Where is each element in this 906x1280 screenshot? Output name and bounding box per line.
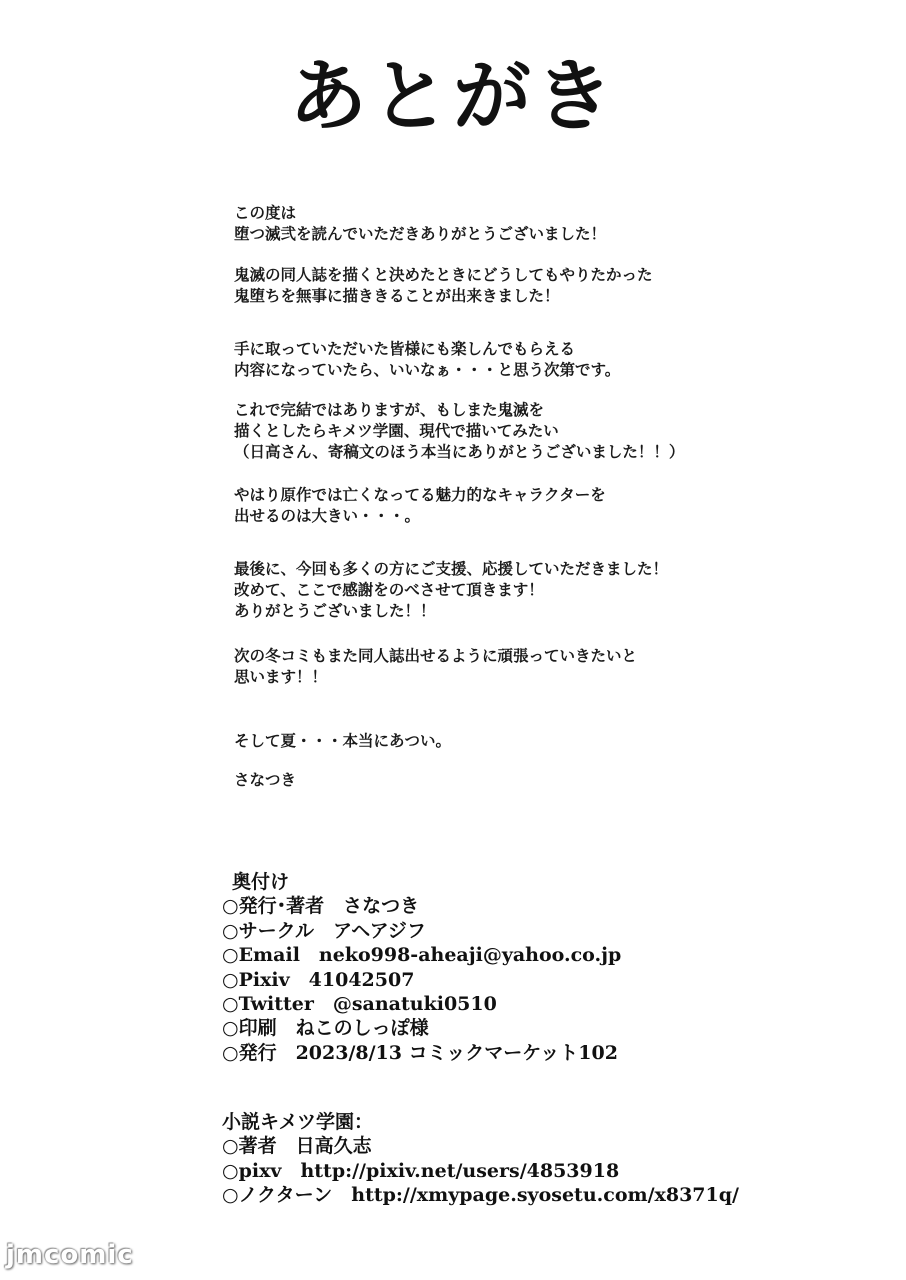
text-line: 堕つ滅弐を読んでいただきありがとうございました！ xyxy=(234,225,607,243)
text-line: 内容になっていたら、いいなぁ・・・と思う次第です。 xyxy=(234,361,621,379)
novel-line: ○著者 日高久志 xyxy=(222,1135,372,1158)
colophon-line: ○Pixiv 41042507 xyxy=(222,968,415,991)
text-line: これで完結ではありますが、もしまた鬼滅を xyxy=(234,401,545,419)
colophon-heading: 奥付け xyxy=(232,871,290,893)
colophon xyxy=(222,870,822,1065)
paragraph-6 xyxy=(234,559,668,622)
text-line: やはり原作では亡くなってる魅力的なキャラクターを xyxy=(234,486,606,504)
paragraph-3 xyxy=(234,339,620,381)
text-line: （日高さん、寄稿文のほう本当にありがとうございました！！） xyxy=(234,443,685,461)
paragraph-7 xyxy=(234,646,637,688)
colophon-line: ○発行･著者 さなつき xyxy=(222,895,420,918)
text-line: 次の冬コミもまた同人誌出せるように頑張っていきたいと xyxy=(234,647,638,665)
signature xyxy=(234,770,296,791)
novel-credits xyxy=(222,1110,842,1208)
page-title: あとがき xyxy=(288,52,617,142)
paragraph-4 xyxy=(234,400,684,463)
text-line: 手に取っていただいた皆様にも楽しんでもらえる xyxy=(234,340,576,358)
text-line: 思います！！ xyxy=(234,668,328,686)
text-line: 鬼堕ちを無事に描ききることが出来きました！ xyxy=(234,287,560,305)
novel-heading: 小説キメツ学園： xyxy=(222,1111,374,1133)
paragraph-8 xyxy=(234,731,451,752)
text-line: 描くとしたらキメツ学園、現代で描いてみたい xyxy=(234,422,559,440)
text-line: 最後に、今回も多くの方にご支援、応援していただきました！ xyxy=(234,560,669,578)
text-line: そして夏・・・本当にあつい。 xyxy=(234,732,452,750)
colophon-line: ○Email neko998-aheaji@yahoo.co.jp xyxy=(222,944,622,967)
text-line: さなつき xyxy=(234,771,297,789)
text-line: 出せるのは大きい・・・。 xyxy=(234,507,421,525)
text-line: ありがとうございました！！ xyxy=(234,602,436,620)
text-line: この度は xyxy=(234,204,297,222)
colophon-line: ○発行 2023/8/13 コミックマーケット102 xyxy=(222,1041,618,1064)
paragraph-1 xyxy=(234,203,606,245)
text-line: 鬼滅の同人誌を描くと決めたときにどうしてもやりたかった xyxy=(234,266,653,284)
colophon-line: ○印刷 ねこのしっぽ様 xyxy=(222,1017,429,1040)
novel-line: ○pixv http://pixiv.net/users/4853918 xyxy=(222,1159,620,1182)
text-line: 改めて、ここで感謝をのべさせて頂きます！ xyxy=(234,581,544,599)
paragraph-5 xyxy=(234,485,606,527)
paragraph-2 xyxy=(234,265,653,307)
novel-line: ○ノクターン http://xmypage.syosetu.com/x8371q/ xyxy=(222,1184,739,1207)
watermark-logo: jmcomic xyxy=(6,1240,134,1270)
colophon-line: ○サークル アヘアジフ xyxy=(222,919,426,942)
colophon-line: ○Twitter @sanatuki0510 xyxy=(222,993,497,1016)
